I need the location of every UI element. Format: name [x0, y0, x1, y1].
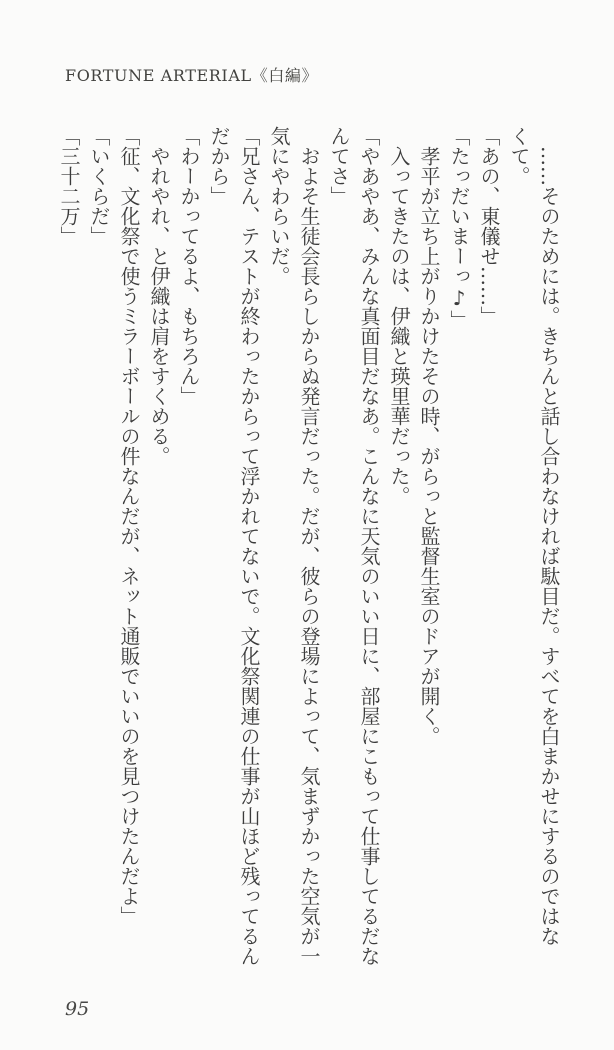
text-line: ……そのためには。きちんと話し合わなければ駄目だ。すべてを白まかせにするのではな [537, 146, 561, 946]
text-line: 「たっだいまーっ♪」 [447, 126, 471, 330]
novel-text-body [54, 126, 564, 1006]
text-line: 「兄さん、テストが終わったからって浮かれてないで。文化祭関連の仕事が山ほど残ってるん [237, 126, 261, 966]
text-line: 「三十二万」 [57, 126, 81, 246]
page-number: 95 [65, 998, 90, 1020]
text-line: くて。 [507, 126, 531, 186]
text-line: 孝平が立ち上がりかけたその時、がらっと監督生室のドアが開く。 [417, 146, 441, 746]
text-line: 「わーかってるよ、もちろん」 [177, 126, 201, 406]
text-line: やれやれ、と伊織は肩をすくめる。 [147, 146, 171, 466]
text-line: 「あの、東儀せ……」 [477, 126, 501, 326]
running-header-title: FORTUNE ARTERIAL《白編》 [65, 66, 319, 85]
text-line: だから」 [207, 126, 231, 206]
text-line: 「やあやあ、みんな真面目だなあ。こんなに天気のいい日に、部屋にこもって仕事してるだな [357, 126, 381, 966]
text-line: んてさ」 [327, 126, 351, 206]
text-line: およそ生徒会長らしからぬ発言だった。だが、彼らの登場によって、気まずかった空気が一 [297, 146, 321, 966]
text-line: 「いくらだ」 [87, 126, 111, 246]
text-line: 気にやわらいだ。 [267, 126, 291, 286]
text-line: 「征、文化祭で使うミラーボールの件なんだが、ネット通販でいいのを見つけたんだよ」 [117, 126, 141, 926]
text-line: 入ってきたのは、伊織と瑛里華だった。 [387, 146, 411, 506]
